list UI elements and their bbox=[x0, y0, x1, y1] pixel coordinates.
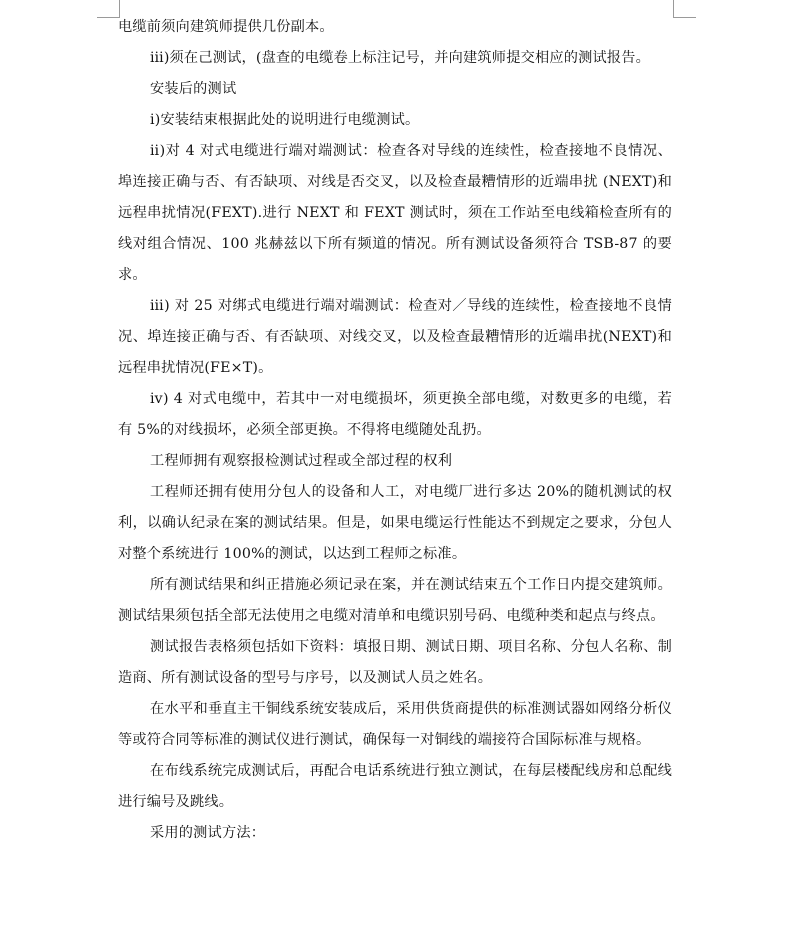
page-corner-mark-right bbox=[673, 0, 696, 18]
paragraph: ⅲ) 对 25 对绑式电缆进行端对端测试：检查对／导线的连续性，检查接地不良情况、埠连接正确与否、有否缺项、对线交叉，以及检查最糟情形的近端串扰(NEXT)和远程串扰情况(FE×T)。 bbox=[118, 298, 672, 376]
paragraph: 工程师还拥有使用分包人的设备和人工，对电缆厂进行多达 20%的随机测试的权利，以确认纪录在案的测试结果。但是，如果电缆运行性能达不到规定之要求，分包人对整个系统进行 100%的测试，以达到工程师之标准。 bbox=[118, 484, 672, 562]
page-corner-mark-left bbox=[97, 0, 120, 18]
paragraph: ⅱ)对 4 对式电缆进行端对端测试：检查各对导线的连续性，检查接地不良情况、埠连接正确与否、有否缺项、对线是否交叉，以及检查最糟情形的近端串扰 (NEXT)和远程串扰情况(FEXT).进行 NEXT 和 FEXT 测试时，须在工作站至电线箱检查所有的线对组合情况、100 兆赫兹以下所有频道的情况。所有测试设备须符合 TSB-87 的要求。 bbox=[118, 143, 672, 283]
paragraph: 电缆前须向建筑师提供几份副本。 bbox=[118, 19, 334, 35]
paragraph: 所有测试结果和纠正措施必须记录在案，并在测试结束五个工作日内提交建筑师。测试结果须包括全部无法使用之电缆对清单和电缆识别号码、电缆种类和起点与终点。 bbox=[118, 577, 672, 624]
paragraph: 在水平和垂直主干铜线系统安装成后，采用供货商提供的标准测试器如网络分析仪等或符合同等标准的测试仪进行测试，确保每一对铜线的端接符合国际标准与规格。 bbox=[118, 701, 672, 748]
document-body bbox=[118, 12, 672, 849]
section-heading: 安装后的测试 bbox=[150, 81, 237, 97]
paragraph: 测试报告表格须包括如下资料：填报日期、测试日期、项目名称、分包人名称、制造商、所有测试设备的型号与序号，以及测试人员之姓名。 bbox=[118, 639, 672, 686]
paragraph: ⅰ)安装结束根据此处的说明进行电缆测试。 bbox=[150, 112, 420, 128]
paragraph: ⅲ)须在己测试，(盘查的电缆卷上标注记号，并向建筑师提交相应的测试报告。 bbox=[150, 50, 651, 66]
paragraph: 采用的测试方法： bbox=[150, 825, 266, 841]
paragraph: 在布线系统完成测试后，再配合电话系统进行独立测试，在每层楼配线房和总配线进行编号及跳线。 bbox=[118, 763, 672, 810]
section-heading: 工程师拥有观察报检测试过程或全部过程的权利 bbox=[150, 453, 453, 469]
paragraph: ⅳ) 4 对式电缆中，若其中一对电缆损坏，须更换全部电缆，对数更多的电缆，若有 5%的对线损坏，必须全部更换。不得将电缆随处乱扔。 bbox=[118, 391, 672, 438]
